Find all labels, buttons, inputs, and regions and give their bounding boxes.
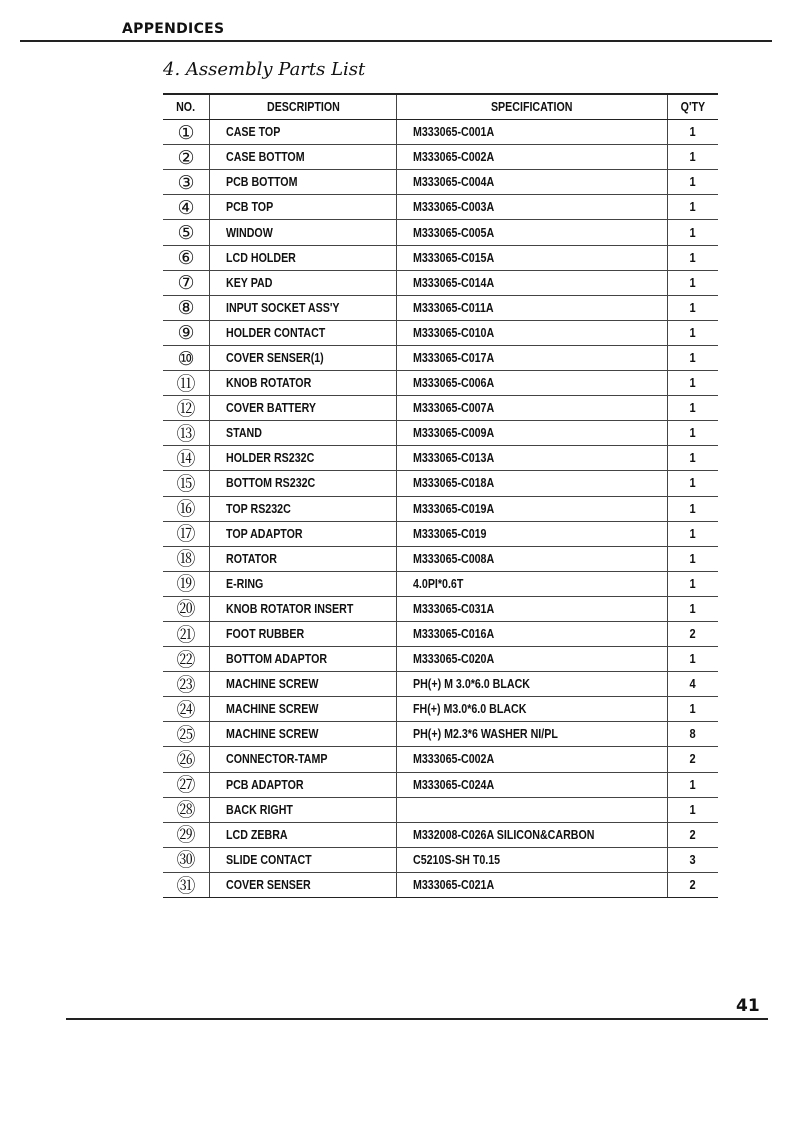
part-specification: M333065-C002A: [413, 751, 495, 767]
part-description: LCD HOLDER: [226, 249, 296, 265]
part-number-cell: [163, 596, 210, 621]
part-description: LCD ZEBRA: [226, 826, 288, 842]
part-quantity: 1: [689, 400, 697, 416]
table-row: [163, 772, 718, 797]
part-specification: M333065-C031A: [413, 600, 495, 616]
part-quantity: 1: [689, 375, 697, 391]
part-description-cell: [210, 872, 397, 897]
part-number: ⑱: [176, 548, 196, 571]
part-quantity: 1: [689, 274, 697, 290]
part-description-cell: [210, 295, 397, 320]
part-number: ⑨: [177, 322, 195, 345]
part-quantity-cell: [668, 546, 719, 571]
part-quantity-cell: [668, 220, 719, 245]
part-number: ㉛: [176, 874, 196, 897]
part-specification-cell: [397, 571, 668, 596]
part-number: ⑦: [177, 272, 195, 295]
part-number-cell: [163, 421, 210, 446]
part-description-cell: [210, 446, 397, 471]
part-number-cell: [163, 722, 210, 747]
table-row: [163, 120, 718, 145]
part-specification-cell: [397, 120, 668, 145]
part-description: STAND: [226, 425, 262, 441]
part-number: ㉙: [176, 824, 196, 847]
part-description-cell: [210, 797, 397, 822]
part-quantity: 2: [689, 876, 697, 892]
part-quantity-cell: [668, 120, 719, 145]
part-number-cell: [163, 872, 210, 897]
part-quantity-cell: [668, 195, 719, 220]
header-divider: [20, 40, 772, 42]
table-row: [163, 270, 718, 295]
part-quantity-cell: [668, 747, 719, 772]
part-description-cell: [210, 697, 397, 722]
part-number: ㉚: [176, 849, 196, 872]
part-description: HOLDER CONTACT: [226, 324, 326, 340]
part-description-cell: [210, 672, 397, 697]
part-quantity-cell: [668, 772, 719, 797]
table-row: [163, 170, 718, 195]
part-description-cell: [210, 345, 397, 370]
part-number-cell: [163, 747, 210, 772]
part-description: KNOB ROTATOR: [226, 375, 312, 391]
part-description: CONNECTOR-TAMP: [226, 751, 328, 767]
part-description-cell: [210, 596, 397, 621]
part-quantity: 1: [689, 500, 697, 516]
part-number-cell: [163, 295, 210, 320]
part-quantity-cell: [668, 345, 719, 370]
part-description-cell: [210, 145, 397, 170]
part-number-cell: [163, 647, 210, 672]
column-header-specification: SPECIFICATION: [397, 94, 668, 120]
part-number-cell: [163, 120, 210, 145]
part-quantity: 1: [689, 324, 697, 340]
part-number-cell: [163, 170, 210, 195]
table-row: [163, 571, 718, 596]
part-quantity: 1: [689, 299, 697, 315]
part-description: PCB TOP: [226, 199, 274, 215]
part-specification-cell: [397, 847, 668, 872]
column-header-no: NO.: [163, 94, 210, 120]
part-quantity-cell: [668, 571, 719, 596]
part-number: ⑤: [177, 222, 195, 245]
part-number-cell: [163, 847, 210, 872]
part-specification: M333065-C004A: [413, 174, 495, 190]
part-specification: M333065-C024A: [413, 776, 495, 792]
part-number: ㉗: [176, 774, 196, 797]
table-row: [163, 647, 718, 672]
part-number-cell: [163, 270, 210, 295]
part-number: ⑧: [177, 297, 195, 320]
part-description-cell: [210, 647, 397, 672]
part-description-cell: [210, 571, 397, 596]
part-description-cell: [210, 270, 397, 295]
part-quantity: 1: [689, 174, 697, 190]
part-number: ⑳: [176, 598, 196, 621]
part-description: KEY PAD: [226, 274, 273, 290]
part-description-cell: [210, 822, 397, 847]
part-quantity-cell: [668, 797, 719, 822]
part-quantity-cell: [668, 596, 719, 621]
part-specification-cell: [397, 446, 668, 471]
part-specification: M333065-C008A: [413, 550, 495, 566]
part-quantity: 1: [689, 124, 697, 140]
part-description-cell: [210, 471, 397, 496]
part-quantity-cell: [668, 446, 719, 471]
part-specification: M333065-C019: [413, 525, 487, 541]
part-number-cell: [163, 772, 210, 797]
part-quantity-cell: [668, 471, 719, 496]
part-quantity: 4: [689, 676, 697, 692]
part-description: FOOT RUBBER: [226, 626, 305, 642]
part-specification-cell: [397, 220, 668, 245]
part-description-cell: [210, 396, 397, 421]
part-description-cell: [210, 847, 397, 872]
part-description-cell: [210, 722, 397, 747]
table-row: [163, 421, 718, 446]
part-quantity: 1: [689, 600, 697, 616]
part-specification-cell: [397, 621, 668, 646]
part-specification: PH(+) M 3.0*6.0 BLACK: [413, 676, 530, 692]
part-quantity: 2: [689, 826, 697, 842]
table-row: [163, 496, 718, 521]
part-number: ㉒: [176, 648, 196, 671]
part-quantity-cell: [668, 245, 719, 270]
part-number-cell: [163, 220, 210, 245]
part-quantity: 1: [689, 651, 697, 667]
part-specification: M333065-C016A: [413, 626, 495, 642]
part-specification-cell: [397, 170, 668, 195]
part-number: ③: [177, 171, 195, 194]
part-specification-cell: [397, 270, 668, 295]
part-number: ㉖: [176, 749, 196, 772]
part-specification: M333065-C006A: [413, 375, 495, 391]
footer-divider: [66, 1018, 768, 1020]
part-specification: M333065-C001A: [413, 124, 495, 140]
part-description: E-RING: [226, 575, 264, 591]
table-row: [163, 847, 718, 872]
part-quantity: 1: [689, 249, 697, 265]
part-description-cell: [210, 747, 397, 772]
part-quantity: 1: [689, 575, 697, 591]
table-row: [163, 797, 718, 822]
part-quantity-cell: [668, 170, 719, 195]
column-header-qty: Q'TY: [668, 94, 719, 120]
part-quantity-cell: [668, 496, 719, 521]
part-specification: FH(+) M3.0*6.0 BLACK: [413, 701, 527, 717]
part-number-cell: [163, 672, 210, 697]
part-description: BOTTOM ADAPTOR: [226, 651, 328, 667]
part-specification: M333065-C018A: [413, 475, 495, 491]
part-specification-cell: [397, 396, 668, 421]
part-specification: M333065-C005A: [413, 224, 495, 240]
part-number-cell: [163, 245, 210, 270]
part-description: KNOB ROTATOR INSERT: [226, 600, 354, 616]
part-quantity-cell: [668, 295, 719, 320]
part-number-cell: [163, 471, 210, 496]
part-quantity-cell: [668, 847, 719, 872]
part-description-cell: [210, 245, 397, 270]
part-number: ㉕: [176, 723, 196, 746]
table-row: [163, 220, 718, 245]
part-number: ⑲: [176, 573, 196, 596]
part-specification-cell: [397, 822, 668, 847]
table-row: [163, 621, 718, 646]
column-header-description: DESCRIPTION: [210, 94, 397, 120]
part-specification-cell: [397, 722, 668, 747]
part-quantity-cell: [668, 672, 719, 697]
table-row: [163, 345, 718, 370]
part-number: ④: [177, 196, 195, 219]
part-specification: M333065-C014A: [413, 274, 495, 290]
part-description-cell: [210, 546, 397, 571]
part-number-cell: [163, 396, 210, 421]
part-description: TOP ADAPTOR: [226, 525, 303, 541]
part-quantity-cell: [668, 621, 719, 646]
part-specification-cell: [397, 320, 668, 345]
part-quantity: 1: [689, 199, 697, 215]
part-description-cell: [210, 521, 397, 546]
table-row: [163, 195, 718, 220]
part-specification-cell: [397, 797, 668, 822]
part-quantity: 1: [689, 475, 697, 491]
part-specification-cell: [397, 647, 668, 672]
part-quantity: 1: [689, 525, 697, 541]
part-specification-cell: [397, 496, 668, 521]
table-row: [163, 446, 718, 471]
part-number-cell: [163, 446, 210, 471]
part-number: ⑬: [176, 422, 196, 445]
part-quantity-cell: [668, 647, 719, 672]
part-specification: M333065-C009A: [413, 425, 495, 441]
part-specification: M333065-C020A: [413, 651, 495, 667]
part-specification-cell: [397, 245, 668, 270]
part-description-cell: [210, 371, 397, 396]
part-specification: PH(+) M2.3*6 WASHER NI/PL: [413, 726, 558, 742]
part-number: ②: [177, 146, 195, 169]
part-quantity: 1: [689, 149, 697, 165]
table-row: [163, 596, 718, 621]
part-number-cell: [163, 320, 210, 345]
part-quantity-cell: [668, 521, 719, 546]
part-quantity: 1: [689, 801, 697, 817]
part-quantity-cell: [668, 421, 719, 446]
part-quantity: 1: [689, 450, 697, 466]
parts-table: [163, 93, 718, 898]
part-number: ㉑: [176, 623, 196, 646]
part-description: MACHINE SCREW: [226, 701, 319, 717]
part-description-cell: [210, 421, 397, 446]
part-number: ⑥: [177, 247, 195, 270]
part-specification-cell: [397, 345, 668, 370]
table-row: [163, 672, 718, 697]
part-description-cell: [210, 496, 397, 521]
part-description: COVER BATTERY: [226, 400, 317, 416]
part-quantity-cell: [668, 872, 719, 897]
part-specification: M333065-C017A: [413, 349, 495, 365]
part-description: MACHINE SCREW: [226, 676, 319, 692]
part-quantity: 8: [689, 726, 697, 742]
table-header-row: [163, 94, 718, 120]
part-description: SLIDE CONTACT: [226, 851, 312, 867]
part-description: BACK RIGHT: [226, 801, 293, 817]
part-quantity: 1: [689, 349, 697, 365]
part-description-cell: [210, 170, 397, 195]
part-quantity-cell: [668, 145, 719, 170]
part-specification: M333065-C010A: [413, 324, 495, 340]
table-row: [163, 822, 718, 847]
table-row: [163, 145, 718, 170]
part-description-cell: [210, 120, 397, 145]
part-specification-cell: [397, 521, 668, 546]
part-description: INPUT SOCKET ASS'Y: [226, 299, 340, 315]
part-description: ROTATOR: [226, 550, 277, 566]
part-number-cell: [163, 371, 210, 396]
part-quantity-cell: [668, 270, 719, 295]
part-quantity: 1: [689, 776, 697, 792]
part-number-cell: [163, 571, 210, 596]
part-description: TOP RS232C: [226, 500, 291, 516]
part-number: ⑩: [177, 347, 195, 370]
part-quantity-cell: [668, 371, 719, 396]
table-row: [163, 295, 718, 320]
part-description-cell: [210, 195, 397, 220]
table-row: [163, 872, 718, 897]
part-specification-cell: [397, 471, 668, 496]
part-description: COVER SENSER(1): [226, 349, 324, 365]
part-number: ⑪: [176, 372, 196, 395]
table-row: [163, 371, 718, 396]
part-quantity-cell: [668, 722, 719, 747]
table-row: [163, 722, 718, 747]
part-number-cell: [163, 697, 210, 722]
part-number-cell: [163, 822, 210, 847]
part-number-cell: [163, 145, 210, 170]
part-specification-cell: [397, 872, 668, 897]
part-specification-cell: [397, 421, 668, 446]
part-description: PCB ADAPTOR: [226, 776, 304, 792]
part-number: ①: [177, 121, 195, 144]
part-number: ㉓: [176, 673, 196, 696]
part-description: CASE TOP: [226, 124, 281, 140]
part-specification-cell: [397, 195, 668, 220]
part-specification-cell: [397, 672, 668, 697]
page-title: 4. Assembly Parts List: [163, 59, 366, 80]
part-specification-cell: [397, 596, 668, 621]
table-row: [163, 521, 718, 546]
part-description: CASE BOTTOM: [226, 149, 305, 165]
table-row: [163, 471, 718, 496]
part-specification: C5210S-SH T0.15: [413, 851, 501, 867]
part-quantity: 2: [689, 751, 697, 767]
part-description: HOLDER RS232C: [226, 450, 315, 466]
part-specification: 4.0PI*0.6T: [413, 575, 464, 591]
part-description-cell: [210, 772, 397, 797]
part-description: MACHINE SCREW: [226, 726, 319, 742]
part-number: ㉘: [176, 799, 196, 822]
part-description: WINDOW: [226, 224, 273, 240]
part-number: ⑫: [176, 397, 196, 420]
table-row: [163, 396, 718, 421]
part-number: ㉔: [176, 698, 196, 721]
part-description-cell: [210, 320, 397, 345]
part-number: ⑭: [176, 447, 196, 470]
part-quantity-cell: [668, 396, 719, 421]
part-quantity: 1: [689, 550, 697, 566]
table-row: [163, 546, 718, 571]
part-quantity-cell: [668, 697, 719, 722]
part-specification-cell: [397, 145, 668, 170]
part-specification-cell: [397, 371, 668, 396]
part-number: ⑮: [176, 473, 196, 496]
part-specification: M333065-C002A: [413, 149, 495, 165]
table-row: [163, 245, 718, 270]
part-number-cell: [163, 521, 210, 546]
part-specification-cell: [397, 697, 668, 722]
part-number-cell: [163, 797, 210, 822]
part-specification-cell: [397, 747, 668, 772]
parts-table-body: [163, 120, 718, 898]
part-specification: M333065-C011A: [413, 299, 494, 315]
part-specification-cell: [397, 546, 668, 571]
part-specification: M332008-C026A SILICON&CARBON: [413, 826, 595, 842]
part-description-cell: [210, 621, 397, 646]
part-specification: M333065-C019A: [413, 500, 495, 516]
table-row: [163, 320, 718, 345]
page-number: 41: [736, 996, 760, 1016]
part-number-cell: [163, 621, 210, 646]
part-number-cell: [163, 195, 210, 220]
part-specification: M333065-C013A: [413, 450, 495, 466]
part-specification: M333065-C003A: [413, 199, 495, 215]
part-quantity-cell: [668, 822, 719, 847]
table-row: [163, 747, 718, 772]
part-specification-cell: [397, 295, 668, 320]
part-description: COVER SENSER: [226, 876, 311, 892]
part-specification: M333065-C015A: [413, 249, 495, 265]
part-specification-cell: [397, 772, 668, 797]
table-row: [163, 697, 718, 722]
part-description-cell: [210, 220, 397, 245]
part-number: ⑯: [176, 498, 196, 521]
section-header-label: APPENDICES: [122, 21, 225, 37]
part-number-cell: [163, 546, 210, 571]
part-number: ⑰: [176, 523, 196, 546]
part-description: PCB BOTTOM: [226, 174, 298, 190]
part-specification: M333065-C021A: [413, 876, 495, 892]
part-specification: M333065-C007A: [413, 400, 495, 416]
part-quantity: 2: [689, 626, 697, 642]
part-quantity: 1: [689, 425, 697, 441]
part-number-cell: [163, 496, 210, 521]
part-quantity: 1: [689, 701, 697, 717]
part-quantity: 1: [689, 224, 697, 240]
part-quantity-cell: [668, 320, 719, 345]
part-number-cell: [163, 345, 210, 370]
part-quantity: 3: [689, 851, 697, 867]
part-description: BOTTOM RS232C: [226, 475, 316, 491]
